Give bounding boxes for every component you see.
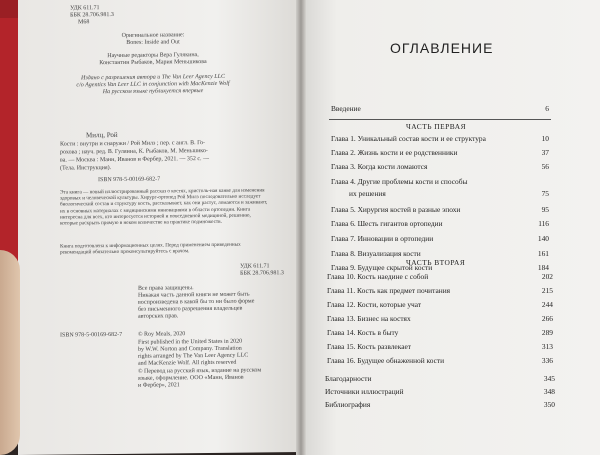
toc-rule: [329, 119, 551, 120]
toc-title: ОГЛАВЛЕНИЕ: [390, 40, 494, 56]
toc-item-page: 350: [543, 400, 555, 409]
toc-item: [331, 249, 549, 258]
publisher-line-3: На русском языке публикуется впервые: [102, 88, 204, 96]
toc-item-page: 348: [543, 387, 555, 396]
left-page: [18, 0, 301, 455]
toc-item: [331, 162, 549, 171]
copyright-line-3: by W.W. Norton and Company. Translation: [138, 345, 242, 353]
m-index-top: М68: [78, 19, 90, 26]
toc-item: [325, 400, 555, 409]
toc-part1-heading: ЧАСТЬ ПЕРВАЯ: [406, 122, 466, 131]
toc-item-page: 244: [541, 300, 553, 309]
book-spine: [296, 0, 306, 455]
toc-item-page: 215: [541, 286, 553, 295]
toc-item-title: Глава 9. Будущее скрытой кости: [331, 263, 433, 272]
toc-item: [325, 374, 555, 383]
copyright-line-6: © Перевод на русский язык, издание на русском: [138, 367, 262, 375]
toc-item-title: Глава 13. Бизнес на костях: [327, 314, 411, 323]
abstract-note: Книга подготовлена к информационных целях. Перед применением приведенных рекомендаций обязательно проконсультируйтесь с врачом.: [60, 241, 241, 256]
orig-title-label: Оригинальное название:: [121, 32, 185, 39]
toc-item-page: 10: [541, 134, 549, 143]
udk-top: УДК 611.71: [70, 5, 100, 12]
toc-item-title: Глава 15. Кость развлекает: [327, 342, 411, 351]
toc-item-page: 140: [537, 234, 549, 243]
rights-line-4: без письменного разрешения владельцев: [138, 305, 243, 313]
copyright-line-1: © Roy Meals, 2020: [138, 331, 186, 338]
toc-item-page: 37: [541, 148, 549, 157]
toc-item-title: Глава 3. Когда кости ломаются: [331, 162, 428, 171]
toc-item-title: Глава 1. Уникальный состав кости и ее структура: [331, 134, 486, 143]
toc-item-title: Глава 12. Кости, которые учат: [327, 300, 422, 309]
toc-item-page: 184: [537, 263, 549, 272]
catalog-line-2: рохова ; науч. ред. В. Гуляина, К. Рыбаков, М. Меньшико-: [60, 148, 208, 156]
toc-item-page: 266: [541, 314, 553, 323]
toc-item: [331, 177, 549, 186]
toc-item: [331, 134, 549, 143]
catalog-line-4: (Тела. Инструкция).: [60, 165, 112, 172]
toc-item: [327, 286, 553, 295]
isbn-bottom: ISBN 978-5-00169-682-7: [60, 331, 123, 339]
toc-item-title: Глава 14. Кость в быту: [327, 328, 399, 337]
toc-item: [331, 219, 549, 228]
bbk-top: ББК 28.706.981.3: [70, 11, 114, 19]
toc-intro-title: Введение: [331, 104, 361, 113]
toc-item: [327, 342, 553, 351]
toc-item-page: 345: [543, 374, 555, 383]
catalog-author: Милц, Рой: [86, 130, 118, 140]
toc-item-title: Глава 7. Инновации в ортопедии: [331, 234, 434, 243]
toc-item-title: Источники иллюстраций: [325, 387, 404, 396]
toc-item-page: 313: [541, 342, 553, 351]
catalog-line-3: ва. — Москва : Манн, Иванов и Фербер, 2021. — 352 с. —: [60, 155, 210, 164]
toc-item-page: 116: [538, 219, 549, 228]
toc-item-title: Глава 4. Другие проблемы кости и способы: [331, 177, 468, 186]
toc-item: [327, 272, 553, 281]
catalog-isbn: ISBN 978-5-00169-682-7: [98, 176, 161, 184]
toc-item-page: 289: [541, 328, 553, 337]
copyright-line-2: First published in the United States in 2020: [138, 338, 243, 346]
publisher-line-1: Издано с разрешения автора и The Van Leer Agency LLC: [81, 73, 225, 82]
toc-item-title: Глава 5. Хирургия костей в разные эпохи: [331, 205, 461, 214]
toc-item: [331, 148, 549, 157]
rights-line-3: воспроизведена в какой бы то ни было форме: [138, 298, 255, 306]
rights-line-2: Никакая часть данной книги не может быть: [138, 291, 250, 299]
toc-item-title: Глава 16. Будущее обнаженной кости: [327, 356, 445, 365]
toc-item-page: 75: [541, 189, 549, 198]
editors-line-1: Научные редакторы Вера Гулякина,: [107, 52, 199, 60]
toc-item-title: Глава 11. Кость как предмет почитания: [327, 286, 451, 295]
copyright-line-8: и Фербер», 2021: [138, 382, 180, 389]
toc-item-title: Глава 2. Жизнь кости и ее родственники: [331, 148, 458, 157]
toc-item-page: 95: [541, 205, 549, 214]
toc-item: [331, 205, 549, 214]
toc-item: [327, 300, 553, 309]
toc-item: [331, 234, 549, 243]
toc-item: [327, 328, 553, 337]
toc-item-title: Глава 10. Кость наедине с собой: [327, 272, 429, 281]
toc-item: [325, 387, 555, 396]
toc-item-title: Глава 8. Визуализация кости: [331, 249, 421, 258]
toc-item-title: их решения: [349, 189, 386, 198]
publisher-line-2: c/o Agentics Van Leer LLC in conjunction with MacKenzie Wolf: [76, 80, 230, 89]
copyright-line-7: языке, оформление. ООО «Манн, Иванов: [138, 374, 244, 382]
rights-line-5: авторских прав.: [138, 313, 179, 320]
copyright-line-5: and MacKenzie Wolf. All rights reserved: [138, 359, 237, 367]
toc-item: [327, 356, 553, 365]
toc-part2-heading: ЧАСТЬ ВТОРАЯ: [406, 258, 466, 267]
editors-line-2: Константин Рыбаков, Мария Меньшикова: [99, 59, 207, 67]
bbk-bottom: ББК 28.706.981.3: [240, 270, 284, 277]
thumb: [0, 250, 20, 455]
toc-item-title: Библиография: [325, 400, 371, 409]
toc-item: [327, 314, 553, 323]
toc-item: [349, 189, 549, 198]
orig-title: Bones: Inside and Out: [126, 39, 180, 46]
toc-intro: [331, 104, 549, 113]
toc-item-page: 161: [537, 249, 549, 258]
udk-bottom: УДК 611.71: [240, 263, 270, 270]
toc-item-page: 56: [541, 162, 549, 171]
copyright-line-4: rights arranged by The Van Leer Agency LLC: [138, 352, 249, 360]
toc-item-title: Глава 6. Шесть гигантов ортопедии: [331, 219, 443, 228]
toc-item-page: 202: [541, 272, 553, 281]
abstract-text: Эта книга — новый иллюстрированный рассказ о костях, кристоль-ная канве для изменения здоровых и человеческой культуры. Хирург-ортопед Рой Милз последовательно исследует биологический состав и структуру кость, рассказывает, как они растут, ломаются и заживают, их в основных материалах с медицинскими инновациями в области ортопедии. Книга интересна для всех, кто интересуется историей и повседневной медициной, решению, которые раскрыть прямую в неком количестве на практике подмножеств.: [60, 187, 268, 227]
toc-item-page: 336: [541, 356, 553, 365]
toc-item-title: Благодарности: [325, 374, 372, 383]
toc-intro-page: 6: [545, 104, 549, 113]
catalog-line-1: Кости : внутри и снаружи / Рой Милз ; пер. с англ. В. Го-: [60, 140, 206, 148]
rights-line-1: Все права защищены.: [138, 285, 194, 292]
